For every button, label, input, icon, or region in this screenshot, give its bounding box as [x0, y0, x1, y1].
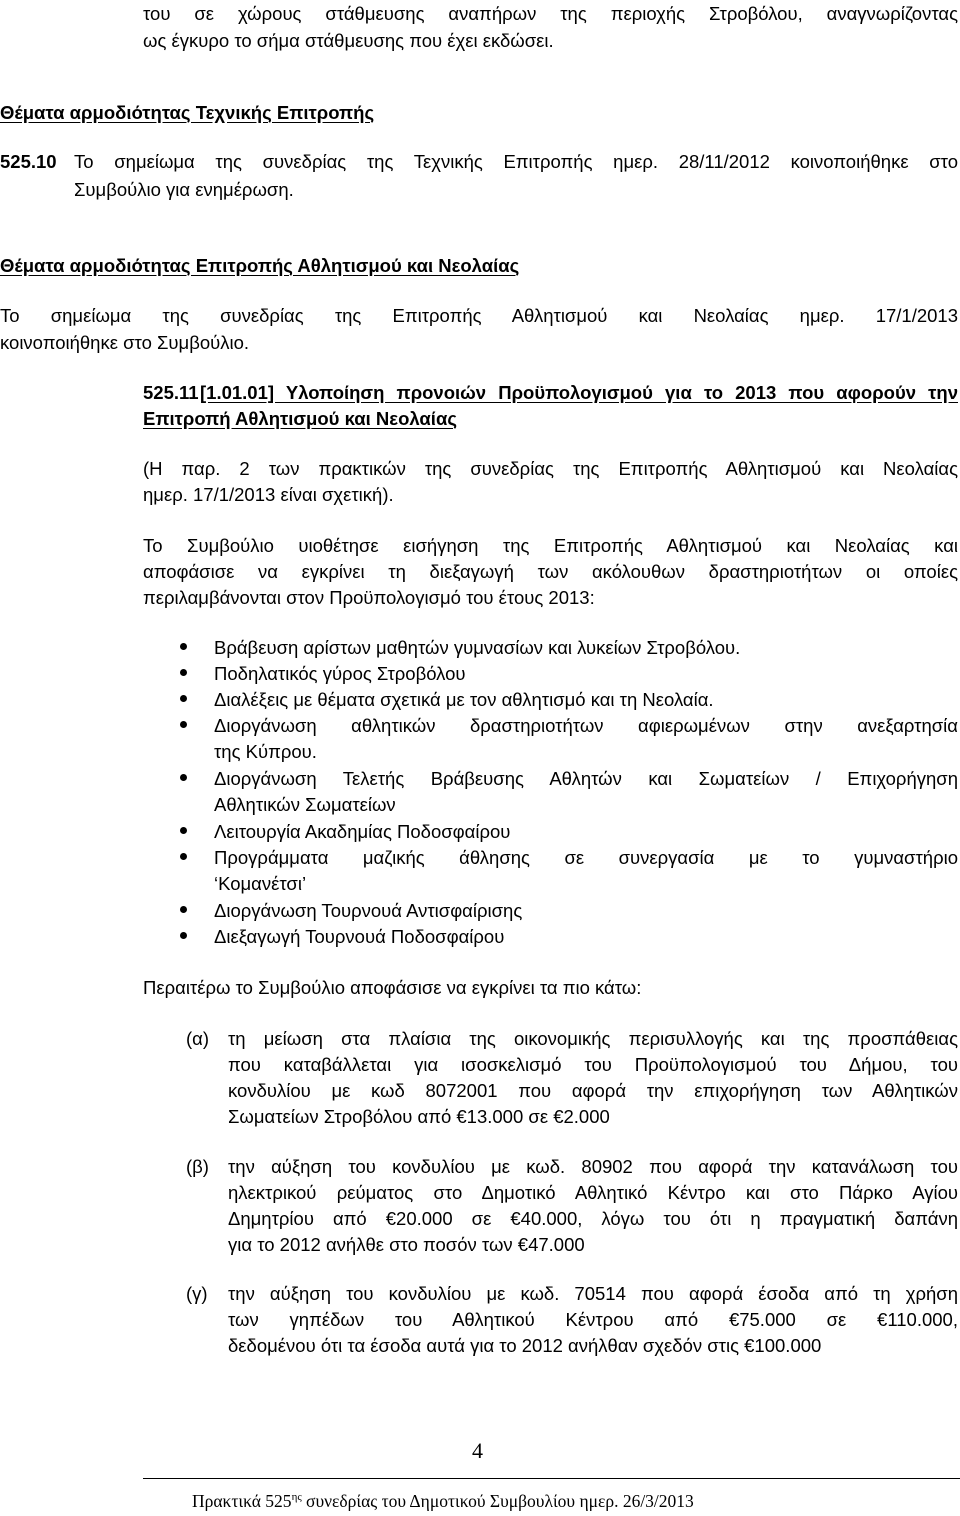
paragraph-line: του σε χώρους στάθμευσης αναπήρων της περιοχής Στροβόλου, αναγνωρίζοντας	[143, 3, 958, 24]
bullet-icon	[180, 695, 187, 702]
item-number: 525.10	[0, 151, 57, 172]
list-item: Λειτουργία Ακαδημίας Ποδοσφαίρου	[214, 821, 511, 842]
reference-line: (Η παρ. 2 των πρακτικών της συνεδρίας της Επιτροπής Αθλητισμού και Νεολαίας	[143, 458, 958, 479]
list-item: Ποδηλατικός γύρος Στροβόλου	[214, 663, 466, 684]
paragraph-line: Το σημείωμα της συνεδρίας της Επιτροπής Αθλητισμού και Νεολαίας ημερ. 17/1/2013	[0, 305, 958, 326]
bullet-icon	[180, 721, 187, 728]
list-item: Διοργάνωση αθλητικών δραστηριοτήτων αφιερωμένων στην ανεξαρτησία	[214, 715, 958, 736]
paragraph-line: Το σημείωμα της συνεδρίας της Τεχνικής Επιτροπής ημερ. 28/11/2012 κοινοποιήθηκε στο	[74, 151, 958, 172]
paragraph-line: Συμβούλιο για ενημέρωση.	[74, 179, 294, 200]
list-item: Διοργάνωση Τουρνουά Αντισφαίρισης	[214, 900, 523, 921]
list-item: ‘Κομανέτσι’	[214, 873, 307, 894]
enum-line: ηλεκτρικού ρεύματος στο Δημοτικό Αθλητικό Κέντρο και στο Πάρκο Αγίου	[228, 1182, 958, 1203]
paragraph-line: αποφάσισε να εγκρίνει τη διεξαγωγή των ακόλουθων δραστηριοτήτων οι οποίες	[143, 561, 958, 582]
section-heading: Θέματα αρμοδιότητας Τεχνικής Επιτροπής	[0, 102, 375, 123]
paragraph-line: περιλαμβάνονται στον Προϋπολογισμό του έτους 2013:	[143, 587, 595, 608]
paragraph-line: Το Συμβούλιο υιοθέτησε εισήγηση της Επιτροπής Αθλητισμού και Νεολαίας και	[143, 535, 958, 556]
page-number: 4	[472, 1438, 483, 1463]
enum-label: (γ)	[186, 1283, 208, 1304]
footer-superscript: ης	[291, 1491, 302, 1504]
enum-line: την αύξηση του κονδυλίου με κωδ. 80902 που αφορά την κατανάλωση του	[228, 1156, 958, 1177]
enum-label: (β)	[186, 1156, 209, 1177]
enum-line: που καταβάλλεται για ισοσκελισμό του Προϋπολογισμού του Δήμου, του	[228, 1054, 958, 1075]
list-item: Διοργάνωση Τελετής Βράβευσης Αθλητών και Σωματείων / Επιχορήγηση	[214, 768, 958, 789]
list-item: της Κύπρου.	[214, 741, 317, 762]
enum-line: την αύξηση του κονδυλίου με κωδ. 70514 που αφορά έσοδα από τη χρήση	[228, 1283, 958, 1304]
enum-line: για το 2012 ανήλθε στο ποσόν των €47.000	[228, 1234, 585, 1255]
list-item: Διεξαγωγή Τουρνουά Ποδοσφαίρου	[214, 926, 505, 947]
footer-divider	[143, 1478, 960, 1479]
item-title: [1.01.01] Υλοποίηση προνοιών Προϋπολογισμού για το 2013 που αφορούν την	[200, 382, 958, 403]
paragraph-line: ως έγκυρο το σήμα στάθμευσης που έχει εκδώσει.	[143, 30, 554, 51]
enum-line: Δημητρίου από €20.000 σε €40.000, λόγω του ότι η πραγματική δαπάνη	[228, 1208, 958, 1229]
enum-line: τη μείωση στα πλαίσια της οικονομικής περισυλλογής και της προσπάθειας	[228, 1028, 958, 1049]
footer-text	[192, 1493, 694, 1511]
paragraph-line: κοινοποιήθηκε στο Συμβούλιο.	[0, 332, 250, 353]
enum-label: (α)	[186, 1028, 210, 1049]
list-item: Αθλητικών Σωματείων	[214, 794, 396, 815]
enum-line: των γηπέδων του Αθλητικού Κέντρου από €75.000 σε €110.000,	[228, 1309, 958, 1330]
list-item: Διαλέξεις με θέματα σχετικά με τον αθλητισμό και τη Νεολαία.	[214, 689, 714, 710]
paragraph-line: Περαιτέρω το Συμβούλιο αποφάσισε να εγκρίνει τα πιο κάτω:	[143, 977, 642, 998]
bullet-icon	[180, 643, 187, 650]
reference-line: ημερ. 17/1/2013 είναι σχετική).	[143, 484, 394, 505]
enum-line: δεδομένου ότι τα έσοδα αυτά για το 2012 ανήλθαν σχεδόν στις €100.000	[228, 1335, 822, 1356]
bullet-icon	[180, 906, 187, 913]
bullet-icon	[180, 669, 187, 676]
footer-text-a: Πρακτικά 525	[192, 1491, 292, 1511]
list-item: Προγράμματα μαζικής άθλησης σε συνεργασία με το γυμναστήριο	[214, 847, 958, 868]
bullet-icon	[180, 932, 187, 939]
footer-text-b: συνεδρίας του Δημοτικού Συμβουλίου ημερ. 26/3/2013	[301, 1491, 694, 1511]
bullet-icon	[180, 774, 187, 781]
enum-line: κονδυλίου με κωδ 8072001 που αφορά την επιχορήγηση των Αθλητικών	[228, 1080, 958, 1101]
item-title: Επιτροπή Αθλητισμού και Νεολαίας	[143, 408, 457, 429]
bullet-icon	[180, 853, 187, 860]
section-heading: Θέματα αρμοδιότητας Επιτροπής Αθλητισμού και Νεολαίας	[0, 255, 520, 276]
item-number: 525.11	[143, 382, 199, 403]
list-item: Βράβευση αρίστων μαθητών γυμνασίων και λυκείων Στροβόλου.	[214, 637, 741, 658]
bullet-icon	[180, 827, 187, 834]
enum-line: Σωματείων Στροβόλου από €13.000 σε €2.000	[228, 1106, 610, 1127]
